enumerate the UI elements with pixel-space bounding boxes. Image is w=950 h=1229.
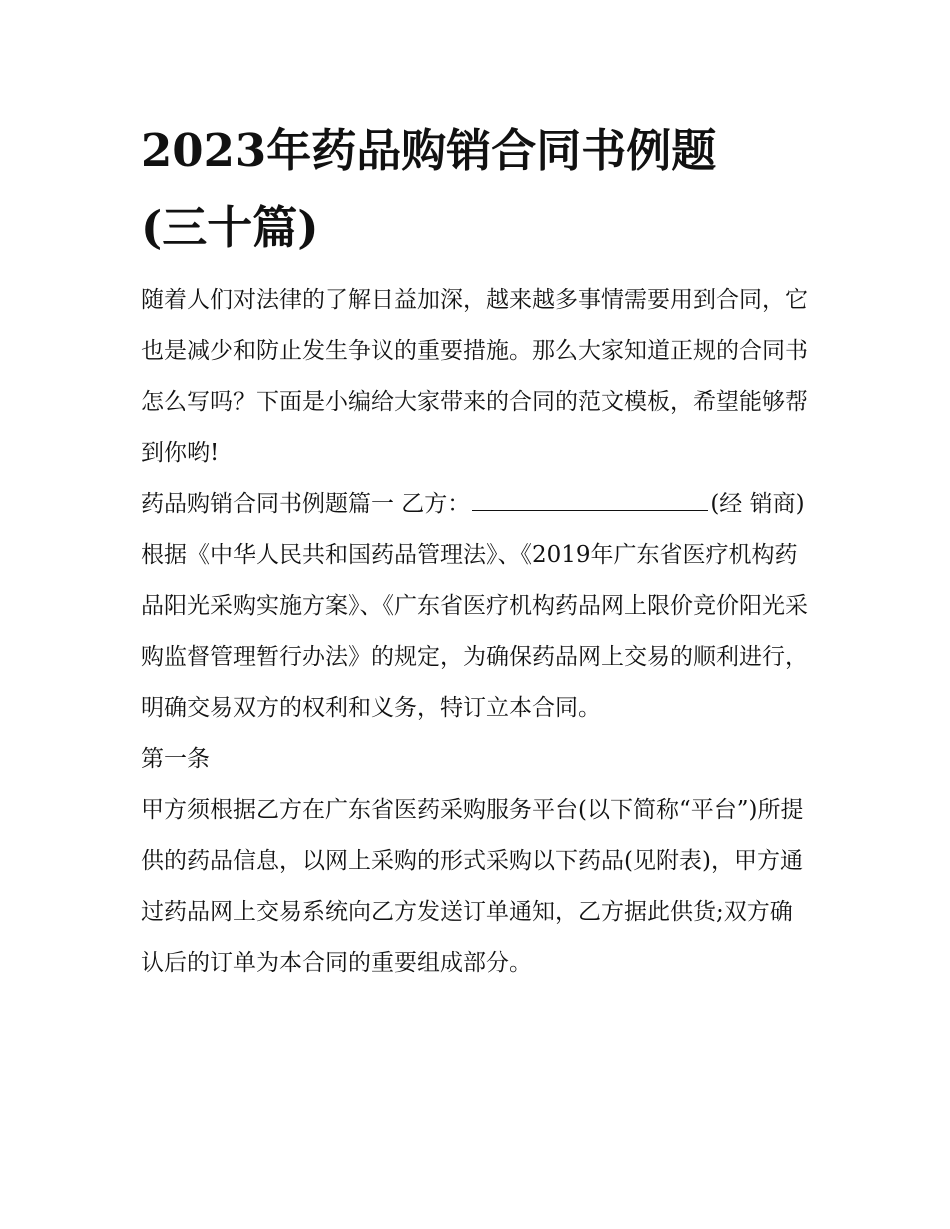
- article-one-heading: 第一条: [141, 746, 210, 772]
- intro-paragraph: 随着人们对法律的了解日益加深，越来越多事情需要用到合同，它也是减少和防止发生争议的重要措施。那么大家知道正规的合同书怎么写吗？下面是小编给大家带来的合同的范文模板，希望能够帮到你哟!: [141, 287, 808, 466]
- title-line-1: 2023年药品购销合同书例题: [141, 124, 717, 177]
- section-heading-paragraph: [141, 479, 813, 530]
- section-heading-label: 药品购销合同书例题篇一 乙方：: [141, 491, 471, 517]
- fill-in-blank-line: [472, 488, 708, 511]
- title-line-2: (三十篇): [141, 201, 319, 254]
- document-body: [141, 275, 813, 989]
- legal-basis-paragraph: 根据《中华人民共和国药品管理法》、《2019年广东省医疗机构药品阳光采购实施方案》、《广东省医疗机构药品网上限价竞价阳光采购监督管理暂行办法》的规定，为确保药品网上交易的顺利进行，明确交易双方的权利和义务，特订立本合同。: [141, 542, 808, 721]
- section-heading-suffix: (经 销商): [710, 491, 805, 517]
- article-one-body: 甲方须根据乙方在广东省医药采购服务平台(以下简称“平台”)所提供的药品信息，以网上采购的形式采购以下药品(见附表)，甲方通过药品网上交易系统向乙方发送订单通知，乙方据此供货;双方确认后的订单为本合同的重要组成部分。: [141, 797, 804, 976]
- document-title: [141, 112, 813, 266]
